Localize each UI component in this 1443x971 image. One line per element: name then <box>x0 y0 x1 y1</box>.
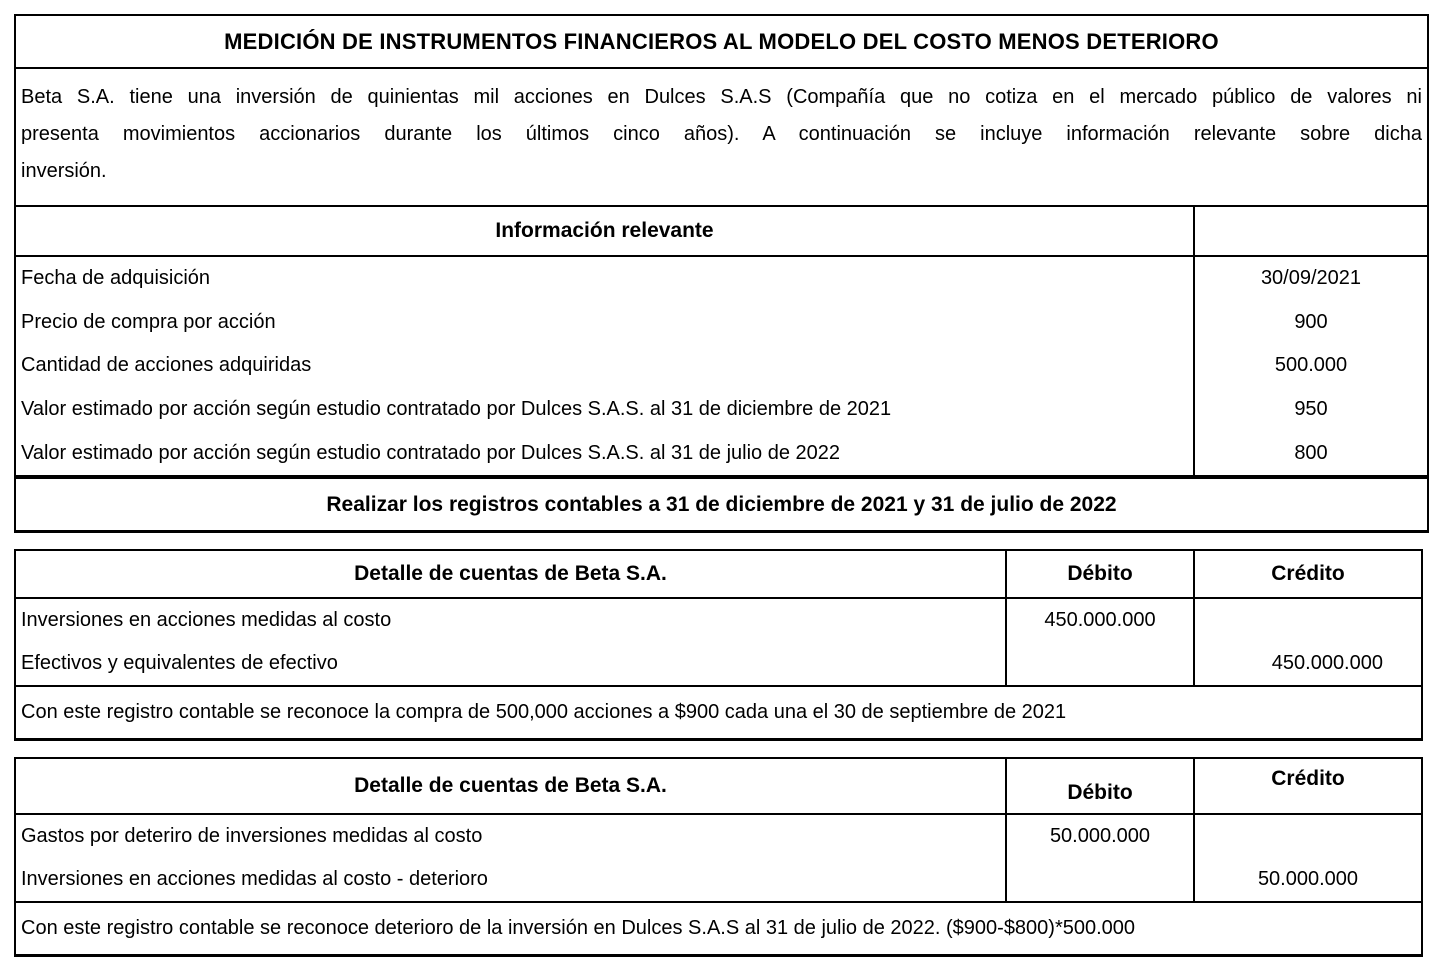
info-table-header-spacer <box>1193 207 1427 255</box>
journal-1-account-column <box>16 599 1005 685</box>
journal-2-credit-column <box>1193 815 1421 901</box>
info-row <box>16 431 1427 475</box>
journal-2-note: Con este registro contable se reconoce deterioro de la inversión en Dulces S.A.S al 31 de julio de 2022. ($900-$800)*500.000 <box>16 901 1421 954</box>
info-row <box>16 301 1427 345</box>
debit-cell <box>1007 858 1193 901</box>
journal-2-header-row <box>16 759 1421 815</box>
statement-table <box>14 14 1429 533</box>
intro-line: presenta movimientos accionarios durante los últimos cinco años). A continuación se incluye información relevante sobre dicha <box>21 123 1422 145</box>
journal-1-header-row <box>16 551 1421 599</box>
account-cell: Inversiones en acciones medidas al costo - deterioro <box>21 868 488 890</box>
debit-cell <box>1007 642 1193 685</box>
journal-1-detail-header: Detalle de cuentas de Beta S.A. <box>354 562 667 585</box>
info-table-header-row <box>16 207 1427 257</box>
debit-cell: 50.000.000 <box>1049 825 1151 847</box>
info-row-label: Precio de compra por acción <box>21 310 276 333</box>
document-title: MEDICIÓN DE INSTRUMENTOS FINANCIEROS AL MODELO DEL COSTO MENOS DETERIORO <box>16 16 1427 69</box>
info-row-label: Valor estimado por acción según estudio contratado por Dulces S.A.S. al 31 de julio de 2022 <box>21 441 841 464</box>
journal-1-body <box>16 599 1421 685</box>
journal-1-note: Con este registro contable se reconoce la compra de 500,000 acciones a $900 cada una el 30 de septiembre de 2021 <box>16 685 1421 738</box>
credit-cell <box>1195 815 1421 858</box>
journal-2-credit-header: Crédito <box>1193 759 1421 813</box>
journal-2-detail-header: Detalle de cuentas de Beta S.A. <box>354 774 667 797</box>
info-row-label: Fecha de adquisición <box>21 267 211 290</box>
journal-2-debit-column <box>1005 815 1193 901</box>
journal-table-2 <box>14 757 1423 957</box>
info-row-label: Valor estimado por acción según estudio contratado por Dulces S.A.S. al 31 de diciembre de 2021 <box>21 398 892 421</box>
journal-table-1 <box>14 549 1423 741</box>
journal-1-credit-column <box>1193 599 1421 685</box>
account-cell: Gastos por deteriro de inversiones medidas al costo <box>21 825 483 847</box>
info-row-label: Cantidad de acciones adquiridas <box>21 354 312 377</box>
credit-cell: 450.000.000 <box>1271 652 1383 674</box>
journal-2-body <box>16 815 1421 901</box>
intro-line: inversión. <box>21 160 107 182</box>
account-cell: Inversiones en acciones medidas al costo <box>21 609 392 631</box>
credit-cell: 50.000.000 <box>1257 868 1359 890</box>
journal-1-debit-header: Débito <box>1005 551 1193 597</box>
instruction-row: Realizar los registros contables a 31 de diciembre de 2021 y 31 de julio de 2022 <box>16 475 1427 530</box>
info-row-value: 900 <box>1193 301 1427 345</box>
account-cell: Efectivos y equivalentes de efectivo <box>21 652 338 674</box>
journal-1-credit-header: Crédito <box>1193 551 1421 597</box>
credit-cell <box>1195 599 1421 642</box>
journal-2-account-column <box>16 815 1005 901</box>
intro-paragraph <box>16 69 1427 207</box>
info-table-header: Información relevante <box>495 219 714 242</box>
journal-1-debit-column <box>1005 599 1193 685</box>
info-row <box>16 344 1427 388</box>
info-table-body <box>16 257 1427 475</box>
journal-2-debit-header: Débito <box>1005 759 1193 813</box>
debit-cell: 450.000.000 <box>1044 609 1156 631</box>
info-row-value: 500.000 <box>1193 344 1427 388</box>
info-row <box>16 257 1427 301</box>
info-row-value: 800 <box>1193 431 1427 475</box>
info-row <box>16 388 1427 432</box>
info-row-value: 30/09/2021 <box>1193 257 1427 301</box>
intro-line: Beta S.A. tiene una inversión de quinientas mil acciones en Dulces S.A.S (Compañía que no cotiza en el mercado público de valores ni <box>21 86 1422 108</box>
info-row-value: 950 <box>1193 388 1427 432</box>
